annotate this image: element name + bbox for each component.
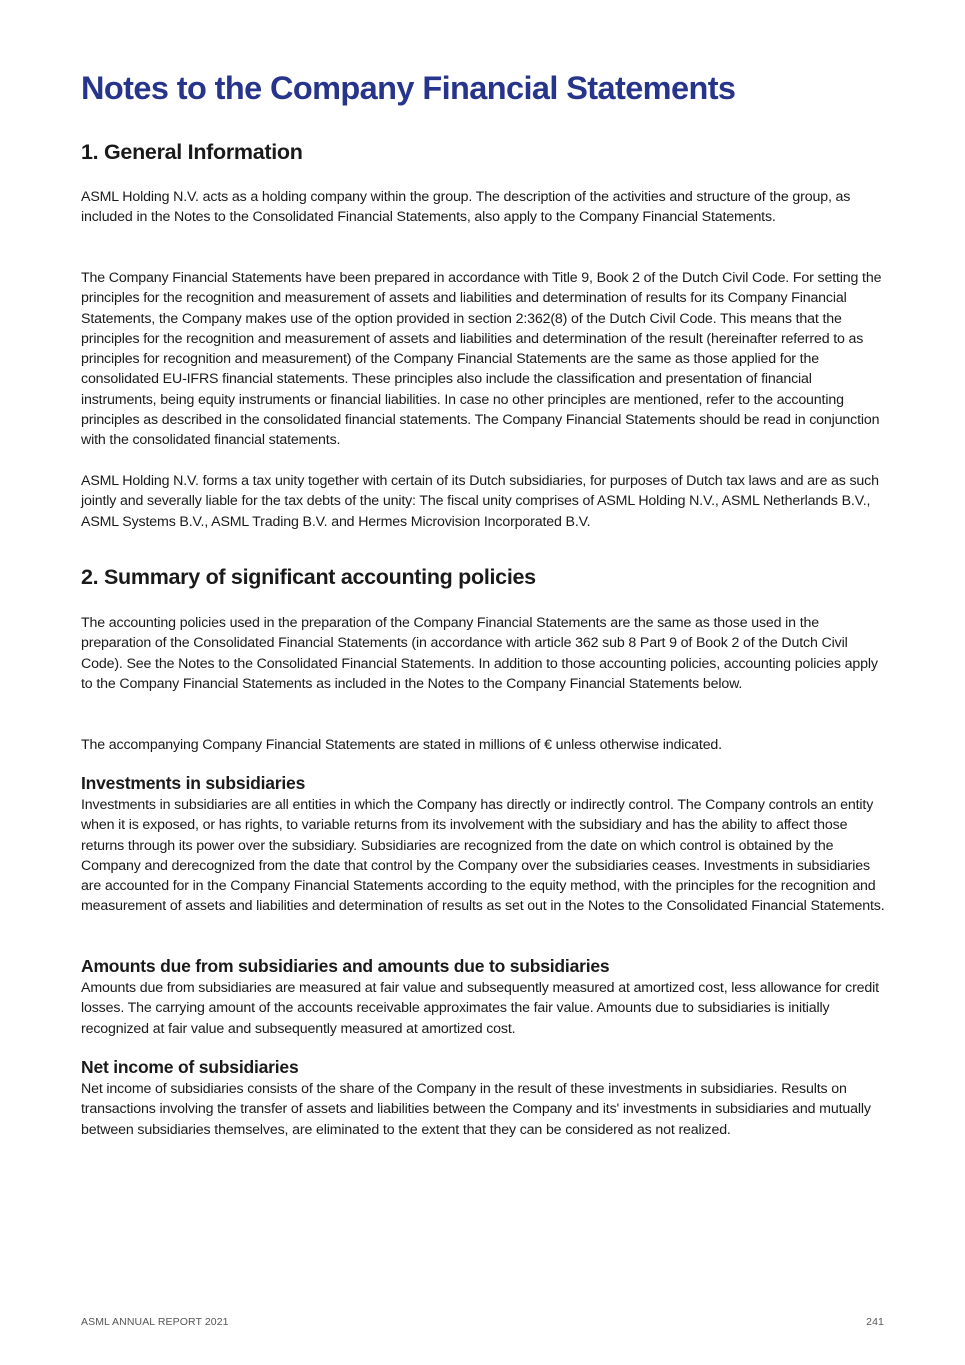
paragraph-accounting-policies: The accounting policies used in the preparation of the Company Financial Statements are the same as those used in the preparation of the Consolidated Financial Statements (in accordance with article 362 sub 8 Part 9 of Book 2 of the Dutch Civil Code). See the Notes to the Consolidated Financial Statements. In addition to those accounting policies, accounting policies apply to the Company Financial Statements as included in the Notes to the Company Financial Statements below. <box>81 615 878 692</box>
section-heading-accounting-policies: 2. Summary of significant accounting policies <box>81 565 536 589</box>
subheading-investments-in-subsidiaries: Investments in subsidiaries <box>81 773 306 793</box>
subheading-net-income-of-subsidiaries: Net income of subsidiaries <box>81 1057 299 1077</box>
paragraph-amounts-due: Amounts due from subsidiaries are measured at fair value and subsequently measured at amortized cost, less allowance for credit losses. The carrying amount of the accounts receivable approximates the fair value. Amounts due to subsidiaries is initially recognized at fair value and subsequently measured at amortized cost. <box>81 980 879 1037</box>
paragraph-tax-unity: ASML Holding N.V. forms a tax unity together with certain of its Dutch subsidiaries, for purposes of Dutch tax laws and are as such jointly and severally liable for the tax debts of the unity: The fiscal unity comprises of ASML Holding N.V., ASML Netherlands B.V., ASML Systems B.V., ASML Trading B.V. and Hermes Microvision Incorporated B.V. <box>81 473 879 530</box>
page-title: Notes to the Company Financial Statements <box>81 70 736 106</box>
paragraph-net-income-of-subsidiaries: Net income of subsidiaries consists of the share of the Company in the result of these investments in subsidiaries. Results on transactions involving the transfer of assets and liabilities between the Company and its' investments in subsidiaries and mutually between subsidiaries themselves, are eliminated to the extent that they can be considered as not realized. <box>81 1081 871 1138</box>
subheading-amounts-due: Amounts due from subsidiaries and amounts due to subsidiaries <box>81 956 610 976</box>
paragraph-investments-in-subsidiaries: Investments in subsidiaries are all entities in which the Company has directly or indirectly control. The Company controls an entity when it is exposed, or has rights, to variable returns from its involvement with the subsidiary and has the ability to affect those returns through its power over the subsidiary. Subsidiaries are recognized from the date on which control is obtained by the Company and derecognized from the date that control by the Company over the subsidiaries ceases. Investments in subsidiaries are accounted for in the Company Financial Statements according to the equity method, with the principles for the recognition and measurement of assets and liabilities and determination of results as set out in the Notes to the Consolidated Financial Statements. <box>81 797 885 915</box>
paragraph-preparation-basis: The Company Financial Statements have been prepared in accordance with Title 9, Book 2 of the Dutch Civil Code. For setting the principles for the recognition and measurement of assets and liabilities and determination of results for its Company Financial Statements, the Company makes use of the option provided in section 2:362(8) of the Dutch Civil Code. This means that the principles for the recognition and measurement of assets and liabilities and determination of the result (hereinafter referred to as principles for recognition and measurement) of the Company Financial Statements are the same as those applied for the consolidated EU-IFRS financial statements. These principles also include the classification and presentation of financial instruments, being equity instruments or financial liabilities. In case no other principles are mentioned, refer to the accounting principles as described in the consolidated financial statements. The Company Financial Statements should be read in conjunction with the consolidated financial statements. <box>81 270 882 449</box>
paragraph-holding-company: ASML Holding N.V. acts as a holding company within the group. The description of the activities and structure of the group, as included in the Notes to the Consolidated Financial Statements, also apply to the Company Financial Statements. <box>81 189 851 226</box>
footer-page-number: 241 <box>866 1316 884 1328</box>
footer-report-name: ASML ANNUAL REPORT 2021 <box>81 1316 229 1328</box>
section-heading-general-information: 1. General Information <box>81 140 303 164</box>
paragraph-currency-note: The accompanying Company Financial Statements are stated in millions of € unless otherwise indicated. <box>81 737 722 753</box>
